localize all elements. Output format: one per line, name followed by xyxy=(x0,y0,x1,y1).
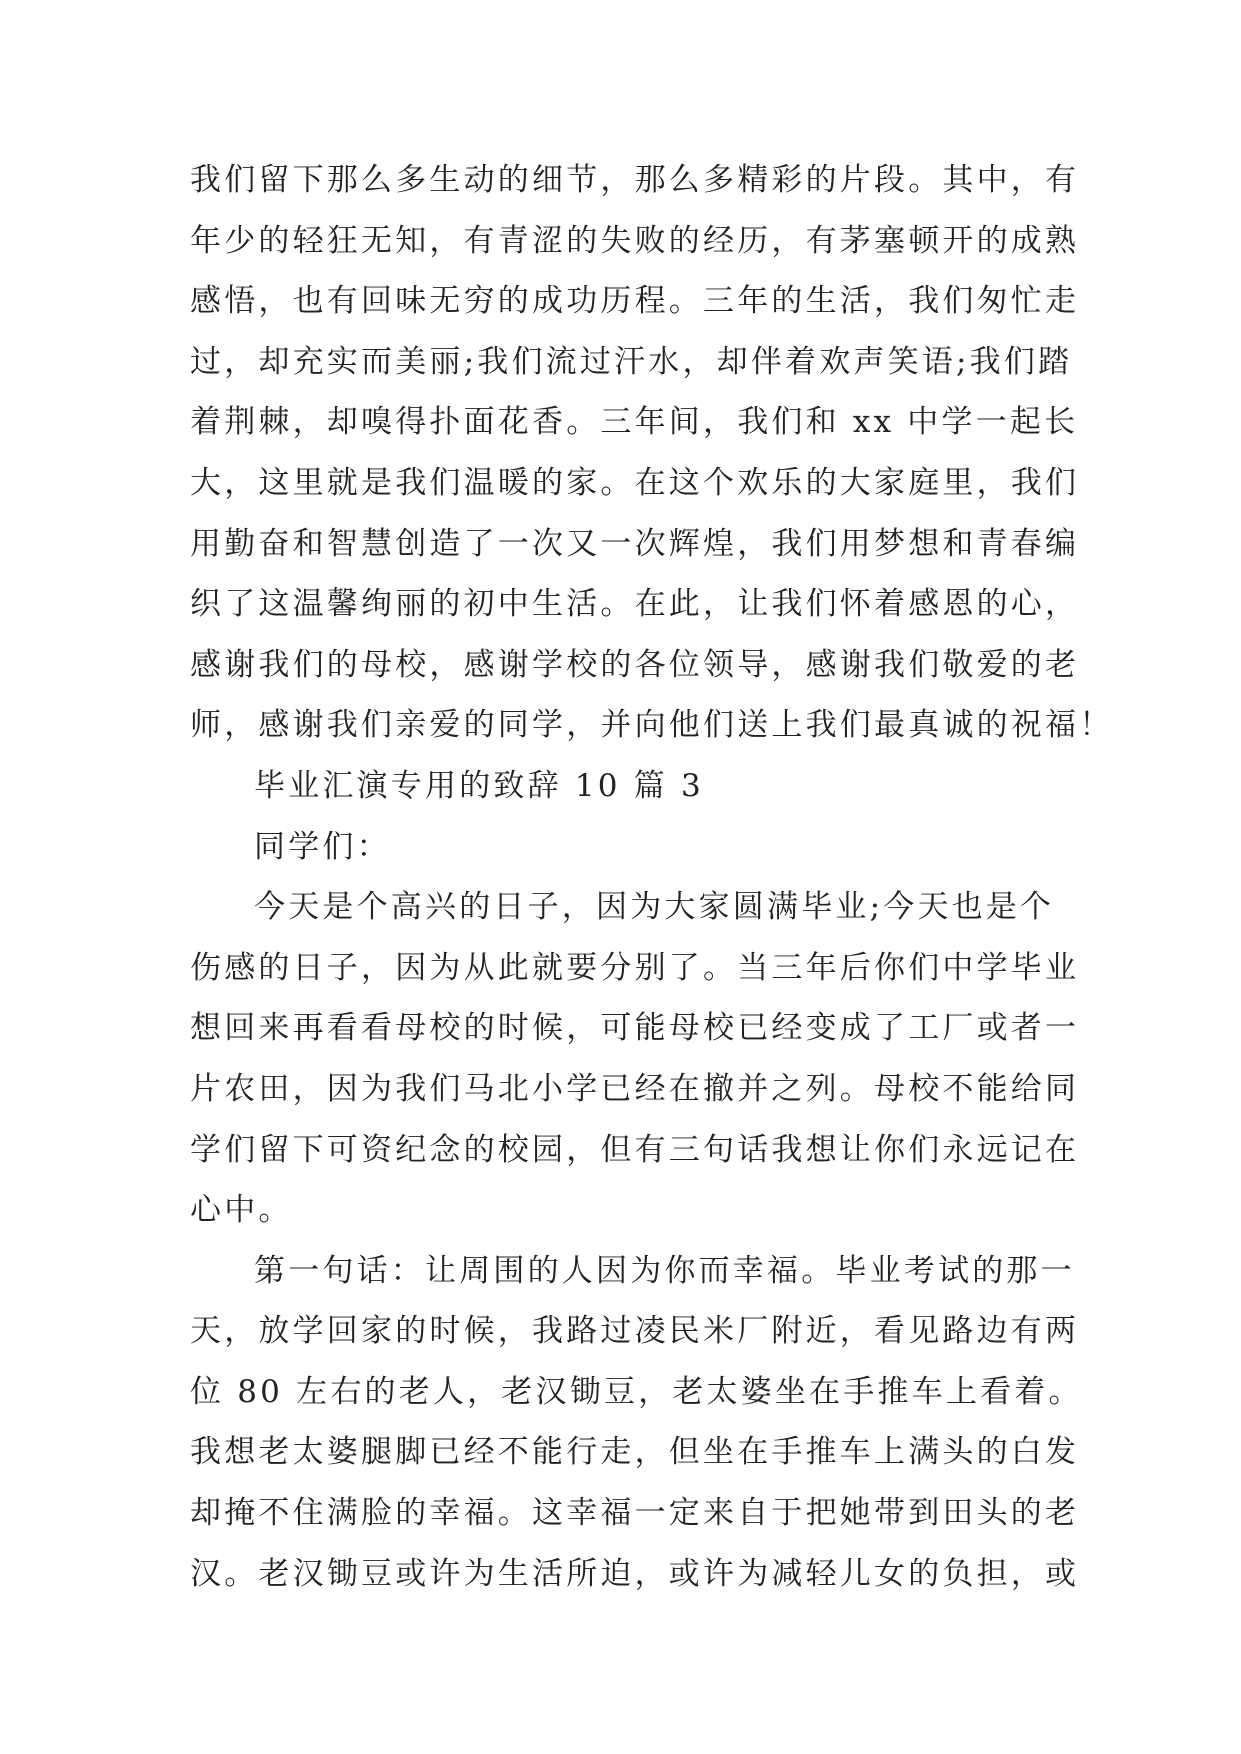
text-line: 师，感谢我们亲爱的同学，并向他们送上我们最真诚的祝福！ xyxy=(190,707,1114,744)
text-line: 着荆棘，却嗅得扑面花香。三年间，我们和 xx 中学一起长 xyxy=(190,404,1079,441)
text-line: 今天是个高兴的日子，因为大家圆满毕业;今天也是个 xyxy=(254,889,1055,926)
text-line: 却掩不住满脸的幸福。这幸福一定来自于把她带到田头的老 xyxy=(190,1495,1080,1532)
text-line: 毕业汇演专用的致辞 10 篇 3 xyxy=(254,767,704,804)
text-line: 年少的轻狂无知，有青涩的失败的经历，有茅塞顿开的成熟 xyxy=(190,222,1080,259)
text-line: 我们留下那么多生动的细节，那么多精彩的片段。其中，有 xyxy=(190,162,1080,198)
text-line: 伤感的日子，因为从此就要分别了。当三年后你们中学毕业 xyxy=(190,949,1080,986)
text-line: 想回来再看看母校的时候，可能母校已经变成了工厂或者一 xyxy=(190,1010,1080,1047)
text-line: 感悟，也有回味无穷的成功历程。三年的生活，我们匆忙走 xyxy=(190,283,1080,320)
text-line: 感谢我们的母校，感谢学校的各位领导，感谢我们敬爱的老 xyxy=(190,646,1080,683)
text-line: 心中。 xyxy=(190,1192,293,1229)
text-line: 织了这温馨绚丽的初中生活。在此，让我们怀着感恩的心， xyxy=(190,586,1080,623)
text-line: 天，放学回家的时候，我路过凌民米厂附近，看见路边有两 xyxy=(190,1313,1080,1350)
text-line: 大，这里就是我们温暖的家。在这个欢乐的大家庭里，我们 xyxy=(190,464,1080,501)
text-line: 汉。老汉锄豆或许为生活所迫，或许为减轻儿女的负担，或 xyxy=(190,1555,1080,1592)
text-line: 第一句话：让周围的人因为你而幸福。毕业考试的那一 xyxy=(254,1252,1075,1289)
text-line: 同学们： xyxy=(254,828,391,865)
text-line: 过，却充实而美丽;我们流过汗水，却伴着欢声笑语;我们踏 xyxy=(190,343,1073,380)
text-line: 用勤奋和智慧创造了一次又一次辉煌，我们用梦想和青春编 xyxy=(190,525,1080,562)
document-body xyxy=(190,150,1114,1604)
text-line: 学们留下可资纪念的校园，但有三句话我想让你们永远记在 xyxy=(190,1131,1080,1168)
text-line: 片农田，因为我们马北小学已经在撤并之列。母校不能给同 xyxy=(190,1070,1080,1107)
text-line: 位 80 左右的老人，老汉锄豆，老太婆坐在手推车上看着。 xyxy=(190,1373,1083,1410)
text-line: 我想老太婆腿脚已经不能行走，但坐在手推车上满头的白发 xyxy=(190,1434,1080,1471)
